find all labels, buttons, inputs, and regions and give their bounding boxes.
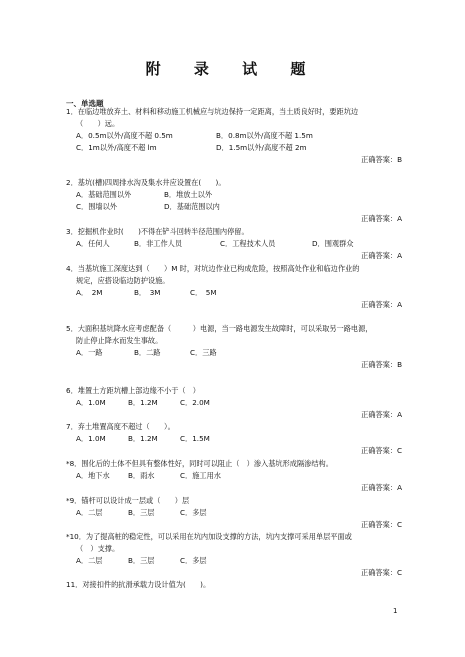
question-9 <box>66 495 402 531</box>
option: B． 3M <box>134 288 161 297</box>
option: C． 5M <box>190 288 217 297</box>
option: C．施工用水 <box>180 471 221 480</box>
options-row <box>66 347 402 359</box>
question-text: *8．围化后的土体不但具有整体性好，同时可以阻止（ ）渗入基坑形成隔渗结构。 <box>66 459 333 468</box>
question-text: 7．弃土堆置高度不超过（ ）。 <box>66 422 175 431</box>
question-5 <box>66 323 402 371</box>
option: C．多层 <box>180 508 207 517</box>
answer-label: 正确答案：A <box>361 483 402 492</box>
options-row <box>66 287 402 299</box>
section-heading: 一、单选题 <box>66 99 104 108</box>
options-row <box>66 397 402 409</box>
question-6 <box>66 385 402 421</box>
question-text: 防止停止降水而发生事故。 <box>76 336 163 345</box>
question-text: 3．挖掘机作业时( )不得在铲斗回转半径范围内停留。 <box>66 227 249 236</box>
option: B．非工作人员 <box>134 239 183 248</box>
options-row <box>66 470 402 482</box>
question-text: 11．对接扣件的抗滑承载力设计值为( )。 <box>66 580 211 589</box>
option: C．三路 <box>190 348 217 357</box>
options-row <box>66 142 402 154</box>
option: A．二层 <box>76 508 103 517</box>
option: C．2.0M <box>180 398 210 407</box>
answer-label: 正确答案：A <box>361 214 402 223</box>
question-text: 2．基坑(槽)四周排水沟及集水井应设置在( )。 <box>66 178 226 187</box>
option: B．二路 <box>134 348 161 357</box>
question-text: 6．堆置土方距坑槽上部边缘不小于（ ） <box>66 386 200 395</box>
option: C．1.5M <box>180 434 210 443</box>
answer-label: 正确答案：C <box>361 446 402 455</box>
options-row <box>66 507 402 519</box>
question-text: *10．为了提高桩的稳定性，可以采用在坑内加设支撑的方法，坑内支撑可采用单层平面或 <box>66 532 352 541</box>
question-text: *9．锚杆可以设计成一层或（ ）层 <box>66 496 190 505</box>
answer-label: 正确答案：A <box>361 300 402 309</box>
option: B．0.8m以外/高度不超 1.5m <box>216 131 313 140</box>
option: A．1.0M <box>76 398 106 407</box>
options-row <box>66 555 402 567</box>
answer-label: 正确答案：B <box>361 155 402 164</box>
question-1 <box>66 106 402 166</box>
answer-label: 正确答案：B <box>361 360 402 369</box>
option: A．任何人 <box>76 239 110 248</box>
question-4 <box>66 263 402 311</box>
page-number: 1 <box>393 607 398 615</box>
options-row <box>66 201 402 213</box>
question-text: （ ）远。 <box>76 119 120 128</box>
option: D．1.5m以外/高度不超 2m <box>216 143 307 152</box>
option: B．1.2M <box>128 398 158 407</box>
question-text: 规定，应搭设临边防护设施。 <box>76 276 170 285</box>
options-row <box>66 433 402 445</box>
option: A．二层 <box>76 556 103 565</box>
options-row <box>66 130 402 142</box>
option: C．工程技术人员 <box>220 239 276 248</box>
question-2 <box>66 177 402 225</box>
option: B．三层 <box>128 556 155 565</box>
option: C．围墙以外 <box>76 202 117 211</box>
page-title: 附 录 试 题 <box>145 60 320 78</box>
option: B．堆放土以外 <box>164 190 213 199</box>
option: A． 2M <box>76 288 103 297</box>
options-row <box>66 238 402 250</box>
question-text: （ ）支撑。 <box>76 544 120 553</box>
question-10 <box>66 531 402 579</box>
answer-label: 正确答案：C <box>361 568 402 577</box>
option: B．雨水 <box>128 471 155 480</box>
option: D．围观群众 <box>312 239 354 248</box>
option: A．1.0M <box>76 434 106 443</box>
question-11 <box>66 579 402 591</box>
question-7 <box>66 421 402 457</box>
answer-label: 正确答案：C <box>361 520 402 529</box>
question-text: 5．大面积基坑降水应考虑配备（ ）电源，当一路电源发生故障时，可以采取另一路电源， <box>66 324 373 333</box>
option: A．一路 <box>76 348 103 357</box>
option: C．多层 <box>180 556 207 565</box>
option: C．1m以外/高度不超 lm <box>76 143 157 152</box>
options-row <box>66 189 402 201</box>
answer-label: 正确答案：A <box>361 410 402 419</box>
question-text: 4．当基坑施工深度达到（ ）M 时，对坑边作业已构成危险，按照高处作业和临边作业的 <box>66 264 360 273</box>
answer-label: 正确答案：A <box>361 251 402 260</box>
option: D．基础范围以内 <box>164 202 220 211</box>
question-text: 1．在临边堆放弃土、材料和移动施工机械应与坑边保持一定距离，当土质良好时，要距坑边 <box>66 107 359 116</box>
option: A．基础范围以外 <box>76 190 132 199</box>
option: A．0.5m以外/高度不超 0.5m <box>76 131 173 140</box>
option: A．地下水 <box>76 471 110 480</box>
option: B．1.2M <box>128 434 158 443</box>
question-3 <box>66 226 402 262</box>
question-8 <box>66 458 402 494</box>
option: B．三层 <box>128 508 155 517</box>
